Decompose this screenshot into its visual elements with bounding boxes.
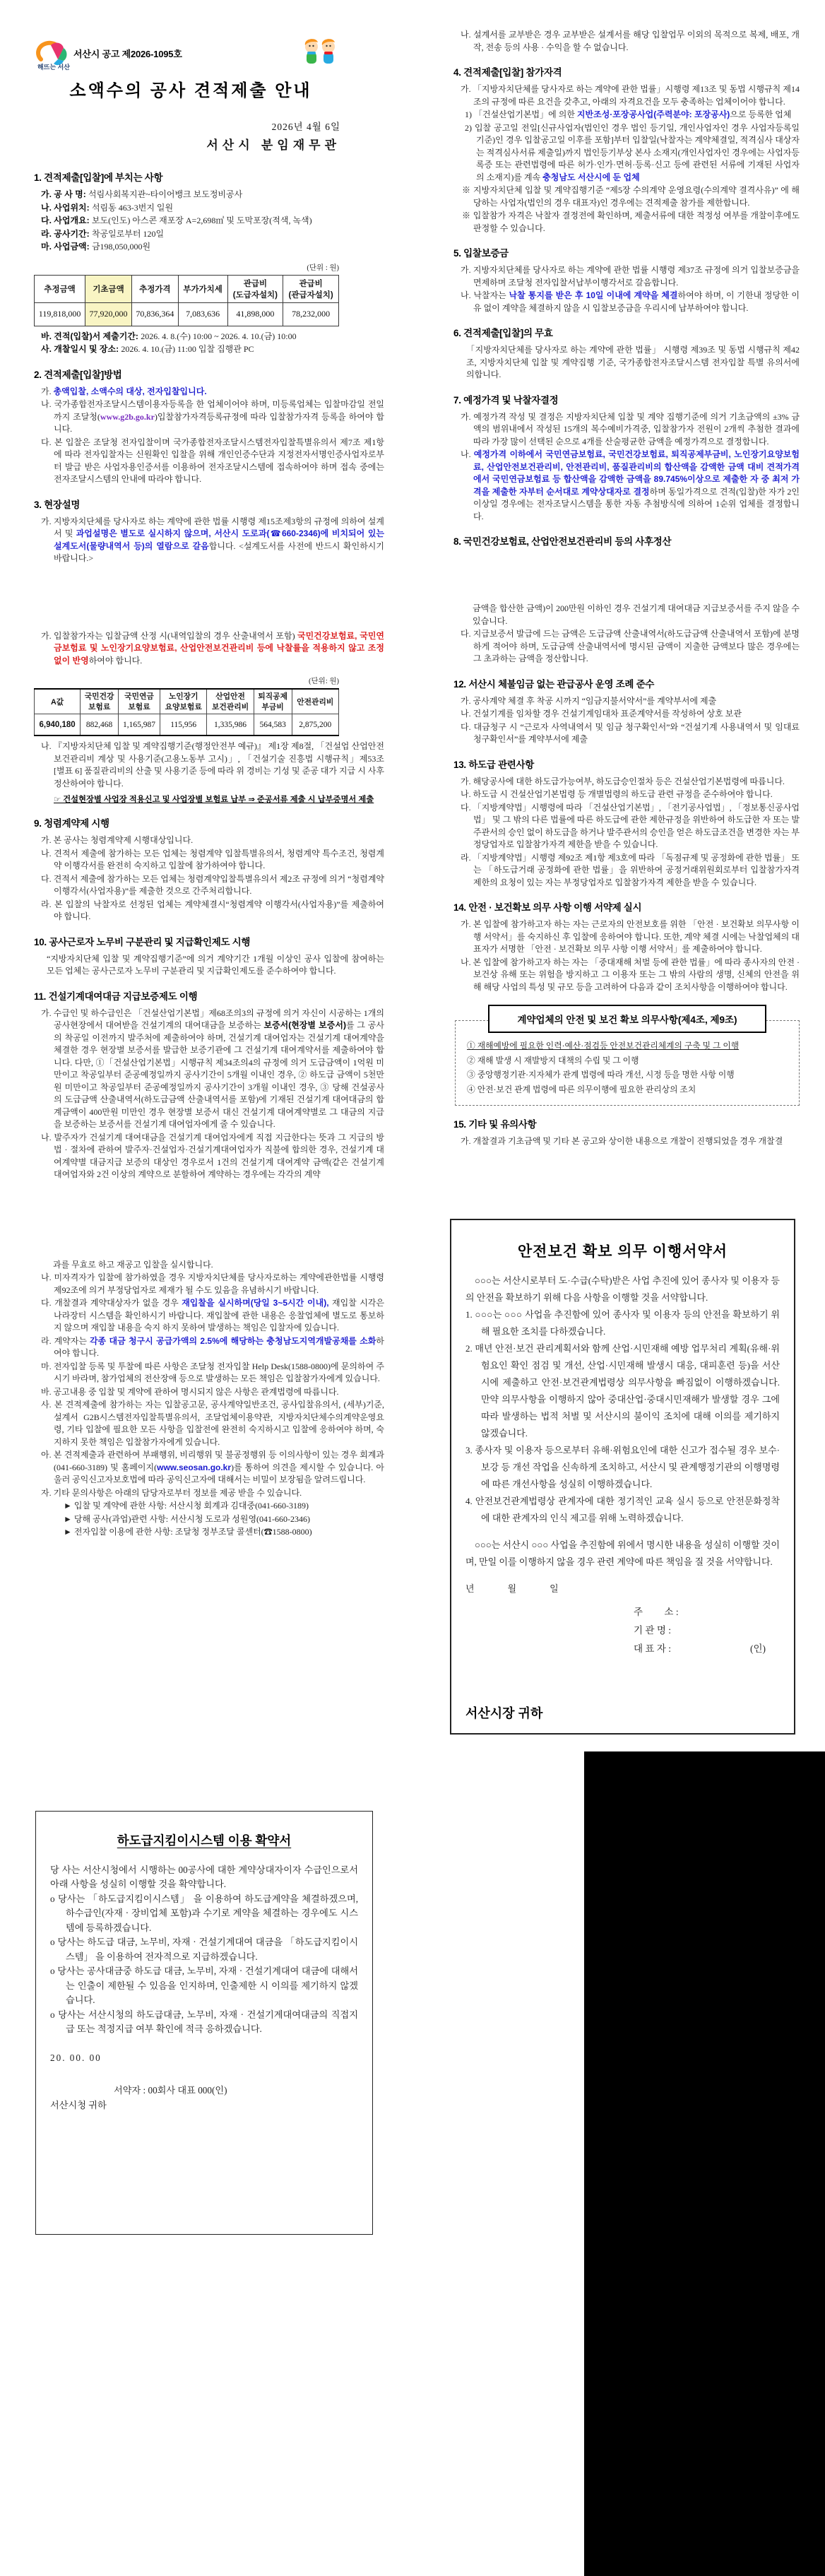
text-run: 본 입찰에 참가하고자 하는 자는 「중대재해 처벌 등에 관한 법률」에 따라 종사자의 안전 · 보건상 유해 또는 위험을 방지하고 그 이용자 또는 그 밖의 사람의 생명, 신체의 안전을 위해 해당 사업의 특성 및 규모 등을 고려하여 다음과 같이 조치사항을 이행하여야 합니다. [473, 957, 800, 992]
paragraph [41, 630, 384, 668]
table-row [35, 714, 339, 736]
paragraph [41, 1335, 384, 1360]
text-run: 각종 대금 청구시 공급가액의 2.5%에 해당하는 충청남도지역개발공채를 소화 [89, 1335, 376, 1346]
text-run: 석림사회복지관~타이어뱅크 보도정비공사 [88, 189, 243, 199]
paragraph [461, 603, 800, 627]
paragraph [461, 411, 800, 449]
paragraph [41, 1487, 384, 1500]
paragraph [41, 899, 384, 923]
paragraph [41, 516, 384, 565]
text-run: 견적서 제출에 참가하는 모든 업체는 청렴계약입찰특별유의서 제2조 규정에 의거 “청렴계약이행각서(사업자용)”를 제출한 것으로 간주처리합니다. [53, 873, 385, 896]
paragraph [461, 708, 800, 721]
paragraph [41, 241, 384, 254]
text-run: 개찰일시 및 장소: [54, 344, 121, 354]
text-run: 「지방자치단체를 당사자로 하는 계약에 관한 법률」시행령 제13조 및 동법 시행규칙 제14조의 규정에 따른 요건을 갖추고, 아래의 자격요건을 모두 충족하는 업체이어야 합니다. [473, 84, 800, 107]
text-run: 견적서 제출에 참가하는 모든 업체는 청렴계약 입찰특별유의서, 청렴계약 특수조건, 청렴계약 이행각서를 완전히 숙지하고 입찰에 참가하여야 합니다. [54, 848, 384, 870]
text-run: 합니다. <설계도서를 사전에 반드시 확인하시기 바랍니다.> [54, 540, 384, 563]
item-label: 나. [461, 957, 473, 967]
text-run: 보증서(현장별 보증서) [263, 1020, 346, 1030]
text-run: 보도(인도) 아스콘 재포장 A=2,698㎡ 및 도막포장(적색, 녹색) [91, 215, 312, 225]
signature-field: 대 표 자 : (인) [634, 1643, 766, 1654]
section-heading: 7. 예정가격 및 낙찰자결정 [453, 394, 559, 406]
pledge-item: 4. 안전보건관계법령상 관계자에 대한 정기적인 교육 실시 등으로 안전문화정착에 대한 관계자의 인식 제고를 위해 노력하겠습니다. [465, 1495, 780, 1523]
text-run: 건설기계를 임차할 경우 건설기계임대차 표준계약서를 작성하여 상호 보관 [473, 709, 742, 719]
link-url[interactable]: www.seosan.go.kr [157, 1462, 232, 1472]
table-cell: 882,468 [81, 714, 119, 736]
paragraph [41, 386, 384, 398]
obligation-box [455, 1005, 800, 1106]
paragraph [41, 1449, 384, 1487]
paragraph [41, 215, 384, 228]
notice-number: 서산시 공고 제2026-1095호 [73, 49, 182, 59]
paragraph [41, 1008, 384, 1131]
text-run: 예정가격 작성 및 결정은 지방자치단체 입찰 및 계약 집행기준에 의거 기초금액의 ±3% 금액의 범위내에서 작성된 15개의 복수예비가격중, 입찰참가자 전원이 2개씩 추첨한 결과에 따라 가장 많이 선택된 순으로 4개를 산술평균한 금액을 예정가격으로 결정합니다. [473, 411, 800, 447]
item-label: 나. [461, 449, 474, 459]
signature-field: 기 관 명 : [634, 1624, 671, 1636]
item-label: 마. [41, 242, 54, 252]
paragraph [64, 1513, 384, 1526]
text-run: 금198,050,000원 [91, 242, 151, 252]
table-cell: 70,836,364 [131, 302, 178, 326]
paragraph [41, 437, 384, 486]
text-run: 공사계약 체결 후 착공 시까지 “임금지불서약서”를 계약부서에 제출 [473, 695, 717, 706]
text-run: 기타 문의사항은 아래의 담당자로부터 정보를 제공 받을 수 있습니다. [53, 1487, 302, 1498]
text-run: 지방자치단체 입찰 및 계약집행기준 “제5장 수의계약 운영요령(수의계약 결격사유)” 에 해당하는 사업자(법인의 경우 대표자)인 경우에는 견적제출 참가를 제한합니다. [473, 185, 800, 208]
text-run: 계약자는 [54, 1335, 90, 1346]
notice-date: 2026년 4월 6일 [271, 122, 340, 132]
item-label: 가. [41, 630, 54, 641]
unit-label: (단위: 원) [309, 678, 339, 685]
text-run: 사업금액: [54, 242, 92, 252]
paragraph [461, 628, 800, 666]
table-header-row [35, 689, 339, 714]
item-label: 가. [461, 1136, 473, 1146]
text-run: )입찰참가자격등록규정에 따라 입찰참가자격 등록을 하여야 합니다. [54, 411, 384, 434]
column-header: 부가가치세 [178, 275, 227, 302]
table-cell: 2,875,200 [292, 714, 338, 736]
obligation-list [455, 1020, 800, 1106]
item-label: 라. [41, 899, 55, 909]
item-label: 사. [41, 1400, 54, 1410]
column-header: 기초금액 [85, 275, 132, 302]
paragraph [41, 189, 384, 201]
logo-caption: 해뜨는 서산 [37, 64, 70, 71]
text-run: 본 입찰의 낙찰자로 선정된 업체는 계약체결시“청렴계약 이행각서(사업자용)”를 제출하여야 합니다. [54, 899, 384, 921]
subcontract-title: 하도급지킴이시스템 이용 확약서 [117, 1833, 292, 1848]
text-run: 미자격자가 입찰에 참가하였을 경우 지방자치단체를 당사자로하는 계약에관한법률 시행령 제92조에 의거 부정당업자로 제재가 될 수도 있음을 유념하시기 바랍니다. [54, 1272, 385, 1295]
pledge-date-line: 년 월 일 [465, 1583, 560, 1594]
text-run: )를 통하여 의견을 제시할 수 있습니다. 아울러 공익신고자보호법에 따라 공익신고자에 대해서는 비밀이 보장됨을 알려드립니다. [54, 1462, 384, 1484]
paragraph [41, 848, 384, 873]
table-cell: 1,335,986 [207, 714, 254, 736]
text-run: 대금청구 시 “근로자 사역내역서 및 임금 청구확인서”와 “건설기계 사용내역서 및 임대료 청구확인서”를 계약부서에 제출 [473, 721, 800, 744]
column-header: 국민연금 보험료 [119, 689, 160, 714]
item-label: 나. [41, 848, 54, 858]
text-run: 지급보증서 발급에 드는 금액은 도급금액 산출내역서(하도급금액 산출내역서 포함)에 분명하게 적어야 하며, 도급금액 산출내역서에 명시된 금액이 지출한 금액보다 많은 경우에는 그 초과하는 금액을 정산합니다. [473, 629, 800, 663]
text-run: 하도급 시 건설산업기본법령 등 개별법령의 하도급 관련 규정을 준수하여야 합니다. [473, 789, 773, 799]
text-run: 본 견적제출과 관련하여 부패행위, 비리행위 및 불공정행위 등 이의사항이 있는 경우 회계과(041-660-3189) 및 홈페이지( [53, 1450, 384, 1472]
column-header: 퇴직공제 부금비 [254, 689, 292, 714]
paragraph [41, 1361, 384, 1386]
paragraph [41, 740, 384, 790]
table-cell: 77,920,000 [85, 302, 132, 326]
text-run: 2026. 4. 8.(수) 10:00 ~ 2026. 4. 10.(금) 10:00 [141, 331, 297, 341]
paragraph [41, 1132, 384, 1181]
paragraph [461, 1135, 800, 1148]
amount-table [34, 275, 339, 326]
item-label: 라. [41, 228, 54, 239]
table-row [35, 302, 339, 326]
paragraph [462, 210, 800, 235]
item-label: 가. [41, 189, 54, 199]
safety-pledge-box [450, 1219, 795, 1735]
paragraph [41, 1297, 384, 1335]
section-heading: 2. 견적제출[입찰]방법 [34, 369, 122, 380]
text-run: 전자입찰 이용에 관한 사항: 조달청 정부조달 콜센터(☎1588-0800) [73, 1527, 312, 1537]
text-run: 당해 공사(과업)관련 사항: 서산시청 도로과 성원영(041-660-2346) [73, 1513, 311, 1524]
text-run: 국민건강보험료, 국민연금보험료 및 노인장기요양보험료, 산업안전보건관리비 등에 낙찰률을 적용하지 않고 조정 없이 반영 [54, 630, 385, 666]
document-title: 소액수의 공사 견적제출 안내 [69, 81, 312, 100]
item-label: 나. [461, 789, 473, 799]
item-label: 나. [41, 202, 54, 213]
text-run: 하여야 합니다. [54, 1335, 385, 1358]
paragraph [461, 83, 800, 108]
section-heading: 8. 국민건강보험료, 산업안전보건관리비 등의 사후정산 [453, 536, 672, 547]
text-run: 입찰참가자는 입찰금액 산정 시(내역입찰의 경우 산출내역서 포함) [54, 630, 297, 641]
text-run: 석림동 463-3번지 일원 [91, 202, 174, 213]
pledge-recipient: 서산시장 귀하 [465, 1706, 543, 1720]
paragraph [462, 184, 800, 209]
subcontract-item: o 당사는 하도급 대금, 노무비, 자재 · 건설기계대여 대금을 「하도급지킴이시스템」 을 이용하여 전자적으로 지급하겠습니다. [50, 1937, 358, 1962]
text-run: 공사기간: [54, 228, 92, 239]
text-run: 지반조성·포장공사업(주력분야: 포장공사) [576, 110, 730, 119]
text-run: 공고내용 중 입찰 및 계약에 관하여 명시되지 않은 사항은 관계법령에 따릅니다. [53, 1386, 339, 1397]
text-run: 본 견적제출에 참가하는 자는 입찰공고문, 공사계약일반조건, 공사입찰유의서, (세부)기준, 설계서 G2B시스템전자입찰특별유의서, 조달업체이용약관, 지방자치단체수의계약운영요령, 기타 입찰에 필요한 모든 사항을 입찰전에 완전히 숙지하시고 입찰에 응하여야 하며, 숙지하지 못한 책임은 입찰참가자에게 있습니다. [54, 1400, 384, 1447]
paragraph [465, 109, 800, 122]
obligation-item: ④ 안전·보건 관계 법령에 따른 의무이행에 필요한 관리상의 조치 [467, 1084, 696, 1094]
paragraph [461, 344, 800, 382]
obligation-item: ② 재해 발생 시 재발방지 대책의 수립 및 그 이행 [467, 1055, 639, 1065]
obligation-item: ① 재해예방에 필요한 인력·예산·점검등 안전보건관리체계의 구축 및 그 이행 [467, 1041, 740, 1051]
paragraph [41, 398, 384, 436]
link-url[interactable]: www.g2b.go.kr [100, 411, 155, 422]
text-run: 국가종합전자조달시스템이용자등록을 한 업체이어야 하며, 미등록업체는 입찰마감일 전일까지 조달청( [54, 399, 385, 422]
text-run: 입찰 및 계약에 관한 사항: 서산시청 회계과 김대중(041-660-3189) [73, 1501, 309, 1511]
pledge-item: 3. 종사자 및 이용자 등으로부터 유해·위험요인에 대한 신고가 접수될 경우 보수·보강 등 개선 작업을 신속하게 조치하고, 서산시 및 관계행정기관의 이행명령에 따른 개선사항을 성실히 이행하겠습니다. [465, 1444, 780, 1489]
note-line: ☞ 건설현장별 사업장 적용신고 및 사업장별 보험료 납부 ⇒ 준공서류 제출 시 납부증명서 제출 [54, 796, 374, 804]
item-label: ► [64, 1513, 74, 1524]
text-run: 『지방자치단체 입찰 및 계약집행기준(행정안전부 예규)』 제1장 제8절, 「건설업 산업안전보건관리비 계상 및 사용기준(고용노동부 고시)」, 「건설기술 진흥법 시행규칙」제53조 [별표 6] 품질관리비의 산출 및 사용기준 등에 따라 위 경비는 기성 및 준공 대가 지급 시 사후정산하여야 합니다. [53, 741, 384, 788]
item-label: 다. [461, 802, 473, 813]
paragraph [41, 1386, 384, 1399]
paragraph [461, 852, 800, 890]
item-label: 나. [41, 741, 54, 751]
text-run: 개찰결과 기초금액 및 기타 본 공고와 상이한 내용으로 개찰이 진행되었을 경우 개찰결 [473, 1136, 783, 1146]
paragraph [41, 1399, 384, 1448]
text-run: 지방자치단체를 당사자로 하는 계약에 관한 법률 시행령 제15조제3항의 규정에 의하여 설계서 및 [53, 516, 384, 538]
section-heading: 11. 건설기계대여대금 지급보증제도 이행 [34, 991, 198, 1002]
item-label: ► [64, 1527, 74, 1537]
item-label: 다. [41, 215, 54, 225]
section-heading: 4. 견적제출[입찰] 참가자격 [453, 67, 562, 78]
paragraph [461, 776, 800, 788]
item-label: 라. [41, 1335, 54, 1346]
section-heading: 12. 서산시 체불임금 없는 관급공사 운영 조례 준수 [453, 678, 655, 690]
table-cell: 78,232,000 [283, 302, 339, 326]
item-label: 다. [461, 629, 473, 639]
paragraph [41, 202, 384, 215]
notice-issuer: 서산시 분임재무관 [206, 138, 340, 152]
mascot-icon [301, 35, 339, 69]
table-header-row [35, 275, 339, 302]
item-label: 나. [461, 290, 474, 300]
text-run: 발주자가 건설기계 대여대금을 건설기계 대여업자에게 직접 지급한다는 뜻과 그 지급의 방법 · 절차에 관하여 발주자·건설업자·건설기계대여업자가 직불에 합의한 경우, 건설기계 대여계약별 대금지급 보증의 대상인 경우로서 1건의 건설기계 대여계약 금액(같은 건설기계 대여업자와 2건 이상의 계약으로 분할하여 계약하는 경우에는 각각의 계약 [54, 1132, 384, 1179]
item-label: 나. [41, 1272, 54, 1282]
text-run: 공 사 명: [54, 189, 89, 199]
item-label: 마. [41, 1361, 54, 1371]
text-run: 사업위치: [54, 202, 92, 213]
item-label: 가. [461, 411, 474, 422]
subcontract-recipient: 서산시청 귀하 [50, 2099, 107, 2110]
text-run: 입찰참가 자격은 낙찰자 결정전에 확인하며, 제출서류에 대한 적정성 여부를 개찰이후에도 판정할 수 있습니다. [473, 211, 800, 233]
text-run: 지방자치단체를 당사자로 하는 계약에 관한 법률 시행령 제37조 규정에 의거 입찰보증금을 면제하며 조달청 전자입찰서납부이행각서로 갈음합니다. [473, 265, 800, 288]
item-label: 나. [461, 30, 474, 40]
item-label: 바. [41, 1386, 54, 1397]
pledge-title: 안전보건 확보 의무 이행서약서 [517, 1243, 728, 1260]
item-label: 바. [41, 331, 54, 341]
text-run: 총액입찰, 소액수의 대상, 전자입찰입니다. [53, 386, 207, 396]
paragraph [461, 449, 800, 523]
obligation-box-title: 계약업체의 안전 및 보건 확보 의무사항(제4조, 제9조) [488, 1005, 766, 1033]
subcontract-item: o 당사는 「하도급지킴이시스템」 을 이용하여 하도급계약을 체결하겠으며, 하수급인(자재 · 장비업체 포함)과 수기로 계약을 체결하는 경우에도 시스템에 등록하겠습니다. [50, 1893, 358, 1933]
section-heading: 13. 하도급 관련사항 [453, 759, 534, 770]
item-label: 가. [41, 1008, 54, 1018]
text-run: 를 그 공사의 착공일 이전까지 발주처에 제출하여야 하며, 건설기계 대여업자는 건설기계 대여계약을 체결한 경우 현장별 보증서를 발급한 보증기관에 그 건설기계 대여계약서를 제출하여야 합니다. 다만, ①「건설산업기본법」시행규칙 제34조의4의 규정에 의거 도급금액이 1억원 미만이고 착공일부터 준공예정일까지 공사기간이 5개월 이내인 경우, ② 하도급 금액이 5천만원 미만이고 착공일부터 준공예정일까지 공사기간이 3개월 이내인 경우, ③ 당해 건설공사의 도급금액 산출내역서(하도급금액 산출내역서를 포함)에 기재된 건설기계 대여대금의 합계금액이 400만원 미만인 경우 현장별 보증서 대신 건설기계 대여계약별로 그 대금의 지급을 보증하는 보증서를 건설기계 대여업자에게 줄 수 있습니다. [54, 1020, 384, 1129]
text-run: 견적(입찰)서 제출기간: [54, 331, 141, 341]
left-column [32, 159, 384, 2235]
section-heading: 10. 공사근로자 노무비 구분관리 및 지급확인제도 시행 [34, 936, 251, 947]
item-label: 사. [41, 344, 54, 354]
column-header: 관급비 (관급자설치) [283, 275, 339, 302]
item-label: 자. [41, 1487, 54, 1498]
item-label: 가. [461, 919, 473, 929]
paragraph [41, 228, 384, 241]
table-cell: 7,083,636 [178, 302, 227, 326]
paragraph [64, 1526, 384, 1539]
paragraph [41, 1272, 384, 1296]
column-header: 추정금액 [35, 275, 85, 302]
text-run: 「지방계약법」시행령에 따라 「건설산업기본법」, 「전기공사업법」, 「정보통신공사업법」 및 그 밖의 다른 법률에 따른 하도급에 관한 제한규정을 위반하여 하도급한 자 또는 발주관서의 승인 없이 하도급을 하거나 발주관서의 승인을 얻은 하도급조건을 변경한 자는 부정당업자로 입찰참가자격 제한을 받을 수 있습니다. [473, 802, 800, 849]
paragraph [461, 957, 800, 994]
column-header: 관급비 (도급자설치) [227, 275, 283, 302]
table-cell: 1,165,987 [119, 714, 160, 736]
text-run: 2026. 4. 10.(금) 11:00 입찰 집행관 PC [121, 344, 254, 354]
item-label: ※ [462, 185, 474, 195]
text-run: 본 입찰은 조달청 전자입찰이며 국가종합전자조달시스템전자입찰특별유의서 제7조 제1항에 따라 전자입찰자는 신원확인 입찰을 위해 개인인증수단과 지정전자서명인증사업자로부터 발급 받은 사업자용인증서를 이용하여 전자조달시스템에 접속하여야 하며 접속 중에는 전자조달시스템의 안내에 따라야 합니다. [54, 437, 384, 484]
column-header: 국민건강 보험료 [81, 689, 119, 714]
paragraph [461, 29, 800, 54]
text-run: 개찰결과 계약대상자가 없을 경우 [54, 1298, 182, 1308]
text-run: 하며 동일가격으로 견적(입찰)한 자가 2인 이상일 경우에는 전자조달시스템을 통한 자동 추첨방식에 의하여 1순위 업체를 결정합니다. [473, 486, 800, 521]
redaction-black-rect [584, 1751, 825, 2576]
subcontract-item: o 당사는 서산시청의 하도급대금, 노무비, 자재 · 건설기계대여대금의 직접지급 또는 적정지급 여부 확인에 적극 응하겠습니다. [50, 2009, 358, 2034]
text-run: 충청남도 서산시에 둔 업체 [542, 172, 640, 182]
pledge-signature-fields [634, 1603, 780, 1658]
section-heading: 6. 견적제출[입찰]의 무효 [453, 328, 553, 338]
section-heading: 15. 기타 및 유의사항 [453, 1119, 537, 1130]
paragraph [461, 788, 800, 801]
seal-mark: (인) [750, 1643, 766, 1654]
paragraph [461, 918, 800, 956]
paragraph [41, 834, 384, 847]
text-run: 예정가격 이하에서 국민연금보험료, 국민건강보험료, 퇴직공제부금비, 노인장기요양보험료, 산업안전보건관리비, 안전관리비, 품질관리비의 합산액을 감액한 금액 대비 견적가격에서 국민연금보험료 등 합산액을 감액한 금액을 89.745%이상으로 제출한 자 중 최저 가격을 제출한 자부터 순서대로 계약상대자로 결정 [473, 449, 800, 497]
pledge-closing: ○○○는 서산시 ○○○ 사업을 추진함에 위에서 명시한 내용을 성실히 이행할 것이며, 만일 이를 이행하지 않을 경우 관련 계약에 따른 책임을 질 것을 서약합니다. [465, 1539, 780, 1567]
item-label: 가. [461, 265, 473, 275]
item-label: ※ [462, 211, 473, 220]
column-header: A값 [35, 689, 81, 714]
item-label: 1) [465, 110, 474, 119]
item-label: 라. [461, 852, 473, 863]
paragraph [41, 343, 384, 356]
item-label: 나. [41, 1132, 54, 1142]
text-run: 입찰 공고일 전일[신규사업자(법인인 경우 법인 등기일, 개인사업자인 경우 사업자등록일기준)인 경우 입찰공고일 이후를 포함]부터 입찰일(낙찰자는 계약체결일, 적격심사 대상자는 적격심사서류 제출일)까지 법인등기부상 본사 소재지(개인사업자인 경우에는 사업자등록증 또는 관련법령에 따른 허가·인가·면허·등록·신고 등에 관련된 서류에 기재된 사업자의 소재지)를 계속 [474, 122, 800, 182]
paragraph [41, 953, 384, 978]
text-run: 「지방계약법」시행령 제92조 제1항 제3호에 따라 「독점규제 및 공정화에 관한 법률」 또는 「하도급거래 공정화에 관한 법률」을 위반하여 공정거래위원회로부터 입찰참가자격 제한의 요청이 있는 자는 부정당업자로 입찰참가자격 제한을 받을 수 있습니다. [473, 852, 800, 887]
paragraph [461, 802, 800, 851]
text-run: 해당공사에 대한 하도급가능여부, 하도급승인절차 등은 건설산업기본법령에 따릅니다. [473, 776, 785, 786]
text-run: 금액을 합산한 금액)이 200만원 이하인 경우 건설기계 대여대금 지급보증서를 주지 않을 수 있습니다. [473, 603, 800, 626]
item-label: 가. [461, 695, 473, 706]
subcontract-date: 20. 00. 00 [50, 2052, 102, 2063]
item-label: 가. [41, 516, 54, 526]
table-cell: 119,818,000 [35, 302, 85, 326]
paragraph [461, 721, 800, 746]
item-label: 나. [461, 709, 473, 719]
table-cell: 564,583 [254, 714, 292, 736]
text-run: 「지방자치단체를 당사자로 하는 계약에 관한 법률」 시행령 제39조 및 동법 시행규칙 제42조, 지방자치단체 입찰 및 계약집행 기준, 국가종합전자조달시스템 전자입찰 특별 유의서에 의합니다. [466, 345, 800, 379]
pledge-item: 1. ○○○는 ○○○ 사업을 추진함에 있어 종사자 및 이용자 등의 안전을 확보하기 위해 필요한 조치를 다하겠습니다. [465, 1308, 780, 1337]
item-label: 다. [41, 873, 54, 884]
item-label: 가. [41, 386, 54, 396]
text-run: 하여야 합니다. [88, 655, 143, 666]
text-run: 착공일로부터 120일 [91, 228, 165, 239]
text-run: 전자입찰 등록 및 투찰에 따른 사항은 조달청 전자입찰 Help Desk(1588-0800)에 문의하여 주시기 바라며, 참가업체의 전산장애 등으로 발생하는 모든 책임은 입찰참가자에게 있습니다. [53, 1361, 385, 1383]
item-label: 다. [41, 1298, 55, 1308]
signature-field: 주 소 : [634, 1606, 679, 1617]
obligation-item: ③ 중앙행정기관·지자체가 관계 법령에 따라 개선, 시정 등을 명한 사항 이행 [467, 1070, 735, 1080]
text-run: 낙찰 통지를 받은 후 10일 이내에 계약을 체결 [509, 290, 678, 300]
pledge-item: 2. 매년 안전·보건 관리계획서와 함께 산업·시민재해 예방 업무처리 계획(유해·위험요인 확인 점검 및 개선, 산업·시민재해 발생시 대응, 대피훈련 등)을 서산시에 제출하고 안전·보건관계법령상 의무사항을 빠짐없이 이행하겠습니다. 만약 의무사항을 이행하지 않아 중대산업·중대시민재해가 발생할 경우 그에 따라 발생하는 법적 처벌 및 서산시의 불이익 조치에 대해 이의를 제기하지 않겠습니다. [465, 1342, 780, 1438]
item-label: ► [64, 1501, 74, 1511]
subcontract-intro: 당 사는 서산시청에서 시행하는 00공사에 대한 계약상대자이자 수급인으로서 아래 사항을 성실히 이행할 것을 확약합니다. [50, 1864, 358, 1889]
text-run: 설계서를 교부받은 경우 교부받은 설계서를 해당 입찰업무 이외의 목적으로 복제, 배포, 개작, 전송 등의 사용 · 수익을 할 수 없습니다. [473, 30, 800, 52]
subcontract-box [35, 1811, 373, 2235]
table-cell: 6,940,180 [35, 714, 81, 736]
paragraph [41, 1259, 384, 1272]
text-run: 「건설산업기본법」에 의한 [474, 110, 577, 119]
section-heading: 14. 안전 · 보건확보 의무 사항 이행 서약제 실시 [453, 902, 642, 913]
paragraph [461, 695, 800, 708]
pledge-intro: ○○○는 서산시로부터 도·수급(수탁)받은 사업 추진에 있어 종사자 및 이용자 등의 안전을 확보하기 위해 다음 사항을 이행할 것을 서약합니다. [465, 1275, 780, 1303]
paragraph [64, 1500, 384, 1513]
section-heading: 9. 청렴계약제 시행 [34, 818, 109, 829]
table-cell: 115,956 [160, 714, 206, 736]
paragraph [461, 290, 800, 314]
paragraph [461, 264, 800, 289]
item-label: 아. [41, 1450, 54, 1460]
column-header: 산업안전 보건관리비 [207, 689, 254, 714]
subcontract-signer: 서약자 : 00회사 대표 000(인) [114, 2085, 227, 2096]
text-run: 재입찰 시각은 나라장터 시스템을 확인하시기 바랍니다. 재입찰에 관한 내용은 응찰업체에 별도로 통보하지 않으며 재입찰 내용을 숙지 하지 못하여 발생하는 책임은 입찰자에 있습니다. [54, 1298, 384, 1333]
column-header: 추정가격 [131, 275, 178, 302]
section-heading: 3. 현장설명 [34, 499, 81, 510]
a-value-table [34, 688, 339, 736]
item-label: 다. [41, 437, 54, 447]
text-run: 으로 등록한 업체 [730, 110, 792, 119]
text-run: 하여야 하며, 이 기한내 정당한 이유 없이 계약을 체결하지 않을 시 입찰보증금을 우리시에 납부하여야 합니다. [473, 290, 800, 313]
item-label: 가. [461, 776, 473, 786]
item-label: 2) [465, 122, 475, 133]
paragraph [465, 122, 800, 184]
text-run: 본 입찰에 참가하고자 하는 자는 근로자의 안전보호를 위한 「안전 · 보건확보 의무사항 이행 서약서」를 숙지하신 후 입찰에 응하여야 합니다. 또한, 계약 체결 시에는 낙찰업체의 대표자가 서명한 「안전 · 보건확보 의무 사항 이행 서약서」를 제출하여야 합니다. [473, 919, 800, 954]
section-heading: 1. 견적제출[입찰]에 부치는 사항 [34, 172, 163, 183]
item-label: 가. [461, 84, 473, 94]
subcontract-item: o 당사는 공사대금중 하도급 대금, 노무비, 자재 · 건설기계대여 대금에 대해서는 인출이 제한될 수 있음을 인지하며, 인출제한 시 이의를 제기하지 않겠습니다. [50, 1966, 358, 2005]
text-run: 낙찰자는 [473, 290, 509, 300]
unit-label: (단위 : 원) [307, 264, 339, 272]
text-run: 사업개요: [54, 215, 92, 225]
text-run: 과를 무효로 하고 재공고 입찰을 실시합니다. [53, 1259, 213, 1270]
paragraph [41, 873, 384, 898]
table-cell: 41,898,000 [227, 302, 283, 326]
paragraph [41, 331, 384, 343]
text-run: “지방자치단체 입찰 및 계약집행기준”에 의거 계약기간 1개월 이상인 공사 입찰에 참여하는 모든 업체는 공사근로자 노무비 구분관리 및 지급확인제도를 준수하여야 합니다. [47, 953, 384, 976]
text-run: 재입찰을 실시하며(당일 3~5시간 이내), [182, 1298, 329, 1308]
item-label: 가. [41, 835, 54, 845]
text-run: 과업설명은 별도로 실시하지 않으며, 서산시 도로과(☎660-2346)에 비치되어 있는 설계도서(물량내역서 등)의 열람으로 갈음 [54, 528, 384, 551]
column-header: 노인장기 요양보험료 [160, 689, 206, 714]
section-heading: 5. 입찰보증금 [453, 248, 509, 259]
item-label: 다. [461, 721, 474, 732]
item-label: 나. [41, 399, 54, 409]
text-run: 본 공사는 청렴계약제 시행대상입니다. [53, 835, 194, 845]
right-column [452, 28, 800, 1735]
column-header: 안전관리비 [292, 689, 338, 714]
text-run: 수급인 및 하수급인은 「건설산업기본법」제68조의3의 규정에 의거 자신이 시공하는 1개의 공사현장에서 대여받을 건설기계의 대여대금을 보증하는 [53, 1008, 384, 1030]
